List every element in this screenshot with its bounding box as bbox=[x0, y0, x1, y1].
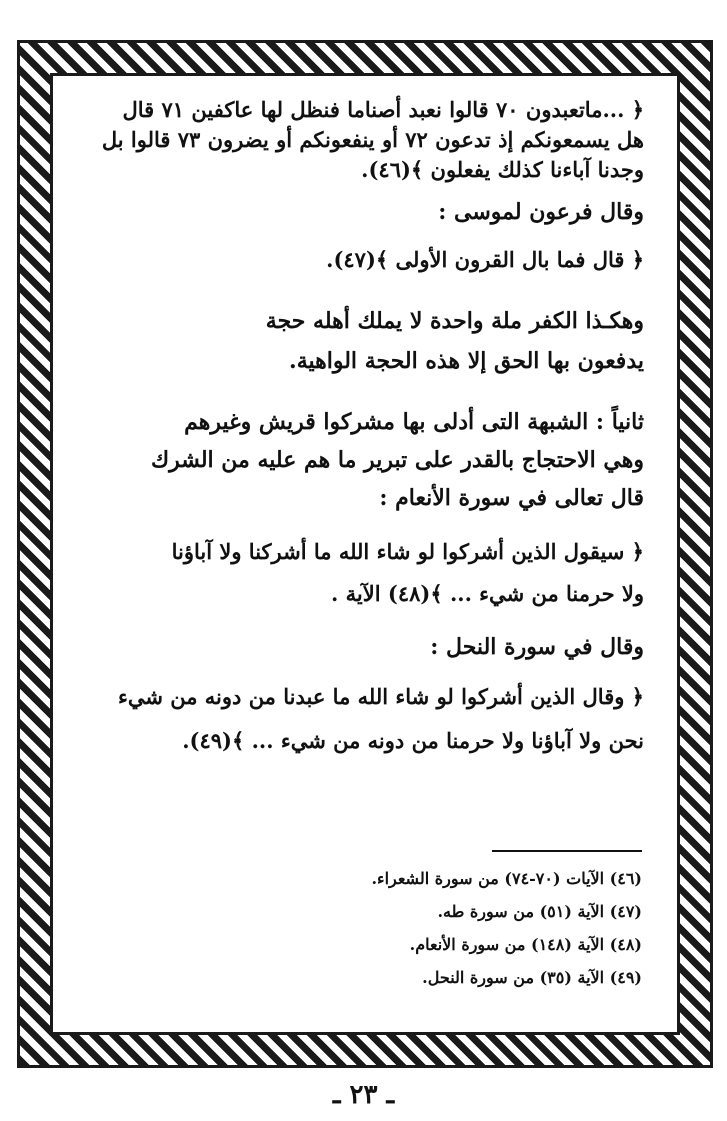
verse-line: ﴿ وقال الذين أشركوا لو شاء الله ما عبدنا من دونه من شيء bbox=[117, 684, 644, 709]
page-number: ـ ٢٣ ـ bbox=[332, 1080, 395, 1110]
verse-line: ولا حرمنا من شيء ... ﴾(٤٨) الآية . bbox=[331, 581, 644, 606]
footnote: (٤٨) الآية (١٤٨) من سورة الأنعام. bbox=[409, 935, 642, 954]
paragraph-line: وهكـذا الكفر ملة واحدة لا يملك أهله حجة bbox=[265, 308, 644, 334]
footnote: (٤٩) الآية (٣٥) من سورة النحل. bbox=[422, 968, 642, 987]
verse-block-shuara bbox=[92, 95, 644, 185]
intro-nahl: وقال في سورة النحل : bbox=[430, 634, 644, 660]
intro-pharaoh: وقال فرعون لموسى : bbox=[438, 199, 644, 225]
paragraph-line: قال تعالى في سورة الأنعام : bbox=[379, 485, 644, 511]
paragraph-line: وهي الاحتجاج بالقدر على تبرير ما هم عليه من الشرك bbox=[150, 447, 644, 473]
footnote: (٤٦) الآيات (٧٠-٧٤) من سورة الشعراء. bbox=[371, 869, 642, 888]
verse-line: هل يسمعونكم إذ تدعون ٧٢ أو ينفعونكم أو يضرون ٧٣ قالوا بل bbox=[101, 127, 644, 152]
paragraph-kufr bbox=[92, 301, 644, 381]
verse-line: وجدنا آباءنا كذلك يفعلون ﴾(٤٦). bbox=[361, 157, 644, 182]
footnotes bbox=[92, 862, 642, 994]
verse-block-anam bbox=[92, 531, 644, 615]
paragraph-line: ثانياً : الشبهة التى أدلى بها مشركوا قريش وغيرهم bbox=[184, 409, 644, 435]
verse-pharaoh: ﴿ قال فما بال القرون الأولى ﴾(٤٧). bbox=[326, 247, 644, 272]
paragraph-line: يدفعون بها الحق إلا هذه الحجة الواهية. bbox=[289, 348, 644, 374]
verse-block-nahl bbox=[92, 675, 644, 763]
paragraph-second bbox=[92, 403, 644, 517]
verse-line: ﴿ سيقول الذين أشركوا لو شاء الله ما أشركنا ولا آباؤنا bbox=[171, 539, 644, 564]
page-body bbox=[92, 95, 644, 775]
verse-line: ﴿ ...ماتعبدون ٧٠ قالوا نعبد أصناما فنظل لها عاكفين ٧١ قال bbox=[122, 97, 644, 122]
footnote-divider bbox=[492, 850, 642, 852]
footnote: (٤٧) الآية (٥١) من سورة طه. bbox=[437, 902, 642, 921]
verse-line: نحن ولا آباؤنا ولا حرمنا من دونه من شيء ... ﴾(٤٩). bbox=[182, 728, 644, 753]
